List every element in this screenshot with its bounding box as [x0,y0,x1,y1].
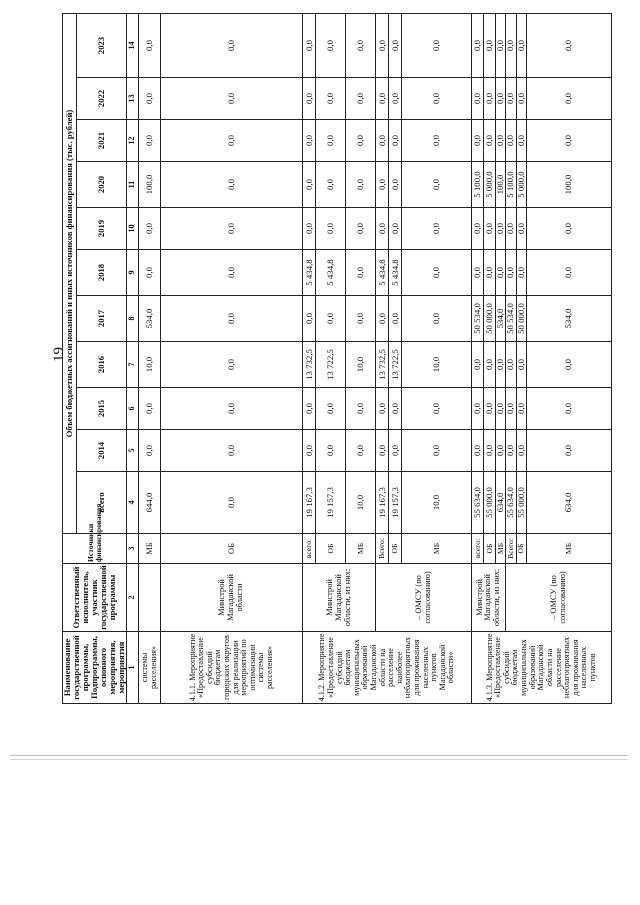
page-divider [10,755,628,756]
cell-value: 0,0 [303,120,316,162]
cell-value: 0,0 [346,78,376,120]
col-number: 2 [127,564,139,632]
cell-value: 0,0 [161,342,303,388]
cell-value: 55 000,0 [484,472,496,534]
cell-value: 0,0 [376,13,389,77]
cell-value: 0,0 [161,472,303,534]
row-source: ОБ [316,534,346,564]
cell-value: 0,0 [526,13,611,77]
col-number: 13 [127,78,139,120]
col-number: 10 [127,208,139,250]
cell-value: 0,0 [161,388,303,430]
col-number: 1 [127,632,139,704]
cell-value: 0,0 [316,120,346,162]
cell-value: 0,0 [484,430,496,472]
cell-value: 0,0 [139,208,161,250]
row-source: МБ [139,534,161,564]
cell-value: 0,0 [376,78,389,120]
cell-value: 0,0 [346,120,376,162]
cell-value: 50 000,0 [516,296,526,342]
cell-value: 0,0 [484,250,496,296]
cell-value: 0,0 [516,120,526,162]
cell-value: 0,0 [506,13,516,77]
cell-value: 0,0 [516,78,526,120]
header-year: 2015 [77,388,127,430]
cell-value: 55 634,0 [472,472,484,534]
cell-value: 50 534,0 [506,296,516,342]
cell-value: 0,0 [526,120,611,162]
cell-value: 10,0 [346,342,376,388]
row-source: ОБ [516,534,526,564]
cell-value: 0,0 [139,388,161,430]
page-number: 19 [51,347,67,362]
cell-value: 5 434,8 [389,250,402,296]
cell-value: 0,0 [346,388,376,430]
cell-value: 100,0 [526,162,611,208]
cell-value: 5 100,0 [472,162,484,208]
cell-value: 534,0 [496,296,506,342]
cell-value: 0,0 [484,13,496,77]
cell-value: 50 000,0 [484,296,496,342]
cell-value: 0,0 [376,120,389,162]
cell-value: 0,0 [526,208,611,250]
row-responsible: – ОМСУ (по согласованию) [376,564,472,632]
header-name: Наименование государственной программы, Подпрограммы, основного мероприятия, мероприятия [63,632,127,704]
cell-value: 634,0 [496,472,506,534]
cell-value: 19 157,3 [316,472,346,534]
row-source: МБ [496,534,506,564]
cell-value: 0,0 [376,208,389,250]
cell-value: 10,0 [346,472,376,534]
cell-value: 0,0 [346,162,376,208]
cell-value: 0,0 [161,13,303,77]
col-number: 14 [127,13,139,77]
cell-value: 0,0 [526,388,611,430]
cell-value: 0,0 [484,78,496,120]
row-name: 4.1.2. Мероприятие «Предоставление субсидий бюджетам муниципальных образований Магаданской области на расселение наиболее неблагоприятных для проживания населенных пунктов Магаданской области» [303,632,472,704]
cell-value: 0,0 [316,388,346,430]
cell-value: 10,0 [402,342,472,388]
row-name: 4.1.1. Мероприятие «Предоставление субсидий бюджетам городских округов для реализации мероприятий по оптимизации системы расселения» [161,632,303,704]
cell-value: 10,0 [139,342,161,388]
cell-value: 0,0 [496,208,506,250]
rotated-table-wrapper [62,14,612,704]
cell-value: 534,0 [139,296,161,342]
row-source: ОБ [161,534,303,564]
cell-value: 0,0 [389,162,402,208]
col-number: 11 [127,162,139,208]
cell-value: 0,0 [161,78,303,120]
cell-value: 0,0 [506,250,516,296]
cell-value: 5 000,0 [516,162,526,208]
cell-value: 55 634,0 [506,472,516,534]
cell-value: 13 722,5 [316,342,346,388]
cell-value: 0,0 [389,430,402,472]
row-name: 4.1.3. Мероприятие «Предоставление субсидий бюджетам муниципальных образований Магаданской области на расселение неблагоприятных для проживания населенных пунктов [472,632,612,704]
cell-value: 0,0 [496,342,506,388]
cell-value: 0,0 [472,342,484,388]
cell-value: 0,0 [376,388,389,430]
header-year: 2017 [77,296,127,342]
cell-value: 0,0 [389,388,402,430]
cell-value: 5 100,0 [506,162,516,208]
header-year: 2022 [77,78,127,120]
cell-value: 5 434,8 [376,250,389,296]
cell-value: 0,0 [139,13,161,77]
cell-value: 0,0 [161,208,303,250]
cell-value: 0,0 [346,296,376,342]
cell-value: 0,0 [139,78,161,120]
cell-value: 0,0 [161,296,303,342]
cell-value: 0,0 [346,250,376,296]
header-year: 2020 [77,162,127,208]
col-number: 3 [127,534,139,564]
cell-value: 0,0 [161,120,303,162]
cell-value: 0,0 [161,250,303,296]
header-year: 2021 [77,120,127,162]
cell-value: 534,0 [526,296,611,342]
cell-value: 5 434,8 [316,250,346,296]
page-divider-secondary [10,759,628,760]
row-source: МБ [346,534,376,564]
row-source: ОБ [389,534,402,564]
header-year: всего [77,472,127,534]
cell-value: 0,0 [496,78,506,120]
header-year: 2019 [77,208,127,250]
row-responsible: Минстрой Магаданской области [161,564,303,632]
cell-value: 0,0 [496,430,506,472]
cell-value: 13 732,5 [376,342,389,388]
cell-value: 0,0 [346,13,376,77]
cell-value: 0,0 [506,342,516,388]
cell-value: 0,0 [376,296,389,342]
cell-value: 0,0 [402,120,472,162]
header-year: 2014 [77,430,127,472]
row-source: МБ [526,534,611,564]
cell-value: 0,0 [516,342,526,388]
cell-value: 0,0 [472,430,484,472]
row-source: Всего: [376,534,389,564]
col-number: 6 [127,388,139,430]
cell-value: 0,0 [316,430,346,472]
cell-value: 634,0 [526,472,611,534]
cell-value: 0,0 [526,78,611,120]
cell-value: 0,0 [161,430,303,472]
cell-value: 0,0 [303,296,316,342]
cell-value: 0,0 [496,13,506,77]
cell-value: 0,0 [506,78,516,120]
header-responsible: Ответственный исполнитель, участник государственной программы [63,564,127,632]
cell-value: 100,0 [496,162,506,208]
cell-value: 0,0 [303,208,316,250]
cell-value: 0,0 [496,250,506,296]
cell-value: 0,0 [484,120,496,162]
cell-value: 19 157,3 [389,472,402,534]
cell-value: 55 000,0 [516,472,526,534]
cell-value: 0,0 [303,430,316,472]
cell-value: 19 167,3 [376,472,389,534]
cell-value: 0,0 [389,120,402,162]
cell-value: 0,0 [316,13,346,77]
cell-value: 0,0 [402,78,472,120]
cell-value: 5 000,0 [484,162,496,208]
cell-value: 0,0 [472,78,484,120]
header-year: 2018 [77,250,127,296]
cell-value: 0,0 [303,388,316,430]
cell-value: 0,0 [496,388,506,430]
header-volume: Объем бюджетных ассигнований и иных источников финансирования (тыс. рублей) [63,13,77,533]
cell-value: 0,0 [506,388,516,430]
cell-value: 0,0 [402,250,472,296]
cell-value: 0,0 [316,208,346,250]
row-source: МБ [402,534,472,564]
cell-value: 0,0 [346,208,376,250]
header-year: 2023 [77,13,127,77]
cell-value: 0,0 [389,78,402,120]
row-source: всего: [303,534,316,564]
cell-value: 0,0 [472,250,484,296]
cell-value: 100,0 [139,162,161,208]
cell-value: 0,0 [506,208,516,250]
cell-value: 0,0 [472,120,484,162]
cell-value: 50 534,0 [472,296,484,342]
cell-value: 0,0 [303,162,316,208]
cell-value: 0,0 [139,120,161,162]
col-number: 7 [127,342,139,388]
col-number: 5 [127,430,139,472]
cell-value: 0,0 [526,250,611,296]
header-year: 2016 [77,342,127,388]
cell-value: 0,0 [506,120,516,162]
cell-value: 0,0 [389,208,402,250]
cell-value: 0,0 [389,296,402,342]
cell-value: 0,0 [316,78,346,120]
cell-value: 0,0 [402,296,472,342]
header-source: Источники финансирования [63,534,127,564]
row-source: Всего: [506,534,516,564]
cell-value: 0,0 [303,78,316,120]
cell-value: 0,0 [484,388,496,430]
col-number: 12 [127,120,139,162]
cell-value: 0,0 [389,13,402,77]
col-number: 8 [127,296,139,342]
row-responsible [139,564,161,632]
cell-value: 0,0 [484,208,496,250]
row-responsible: – ОМСУ (по согласованию) [506,564,612,632]
cell-value: 0,0 [496,120,506,162]
cell-value: 644,0 [139,472,161,534]
cell-value: 0,0 [402,13,472,77]
cell-value: 5 434,8 [303,250,316,296]
cell-value: 0,0 [402,430,472,472]
row-responsible: Минстрой Магаданской области, из них: [472,564,506,632]
cell-value: 0,0 [516,13,526,77]
row-responsible: Минстрой Магаданской области, из них: [303,564,376,632]
cell-value: 0,0 [139,430,161,472]
cell-value: 0,0 [139,250,161,296]
cell-value: 0,0 [526,430,611,472]
cell-value: 0,0 [484,342,496,388]
col-number: 4 [127,472,139,534]
cell-value: 0,0 [472,388,484,430]
col-number: 9 [127,250,139,296]
cell-value: 0,0 [516,388,526,430]
cell-value: 0,0 [402,388,472,430]
cell-value: 13 732,5 [303,342,316,388]
cell-value: 0,0 [316,296,346,342]
cell-value: 0,0 [316,162,346,208]
row-source: всего: [472,534,484,564]
cell-value: 13 722,5 [389,342,402,388]
cell-value: 0,0 [303,13,316,77]
cell-value: 0,0 [506,430,516,472]
cell-value: 0,0 [472,208,484,250]
row-name: системы расселения» [139,632,161,704]
cell-value: 0,0 [516,250,526,296]
cell-value: 10,0 [402,472,472,534]
row-source: ОБ [484,534,496,564]
cell-value: 0,0 [161,162,303,208]
cell-value: 0,0 [346,430,376,472]
cell-value: 0,0 [402,162,472,208]
cell-value: 0,0 [376,430,389,472]
cell-value: 19 167,3 [303,472,316,534]
cell-value: 0,0 [402,208,472,250]
financing-table [62,13,612,704]
cell-value: 0,0 [526,342,611,388]
cell-value: 0,0 [376,162,389,208]
cell-value: 0,0 [516,208,526,250]
cell-value: 0,0 [516,430,526,472]
cell-value: 0,0 [472,13,484,77]
